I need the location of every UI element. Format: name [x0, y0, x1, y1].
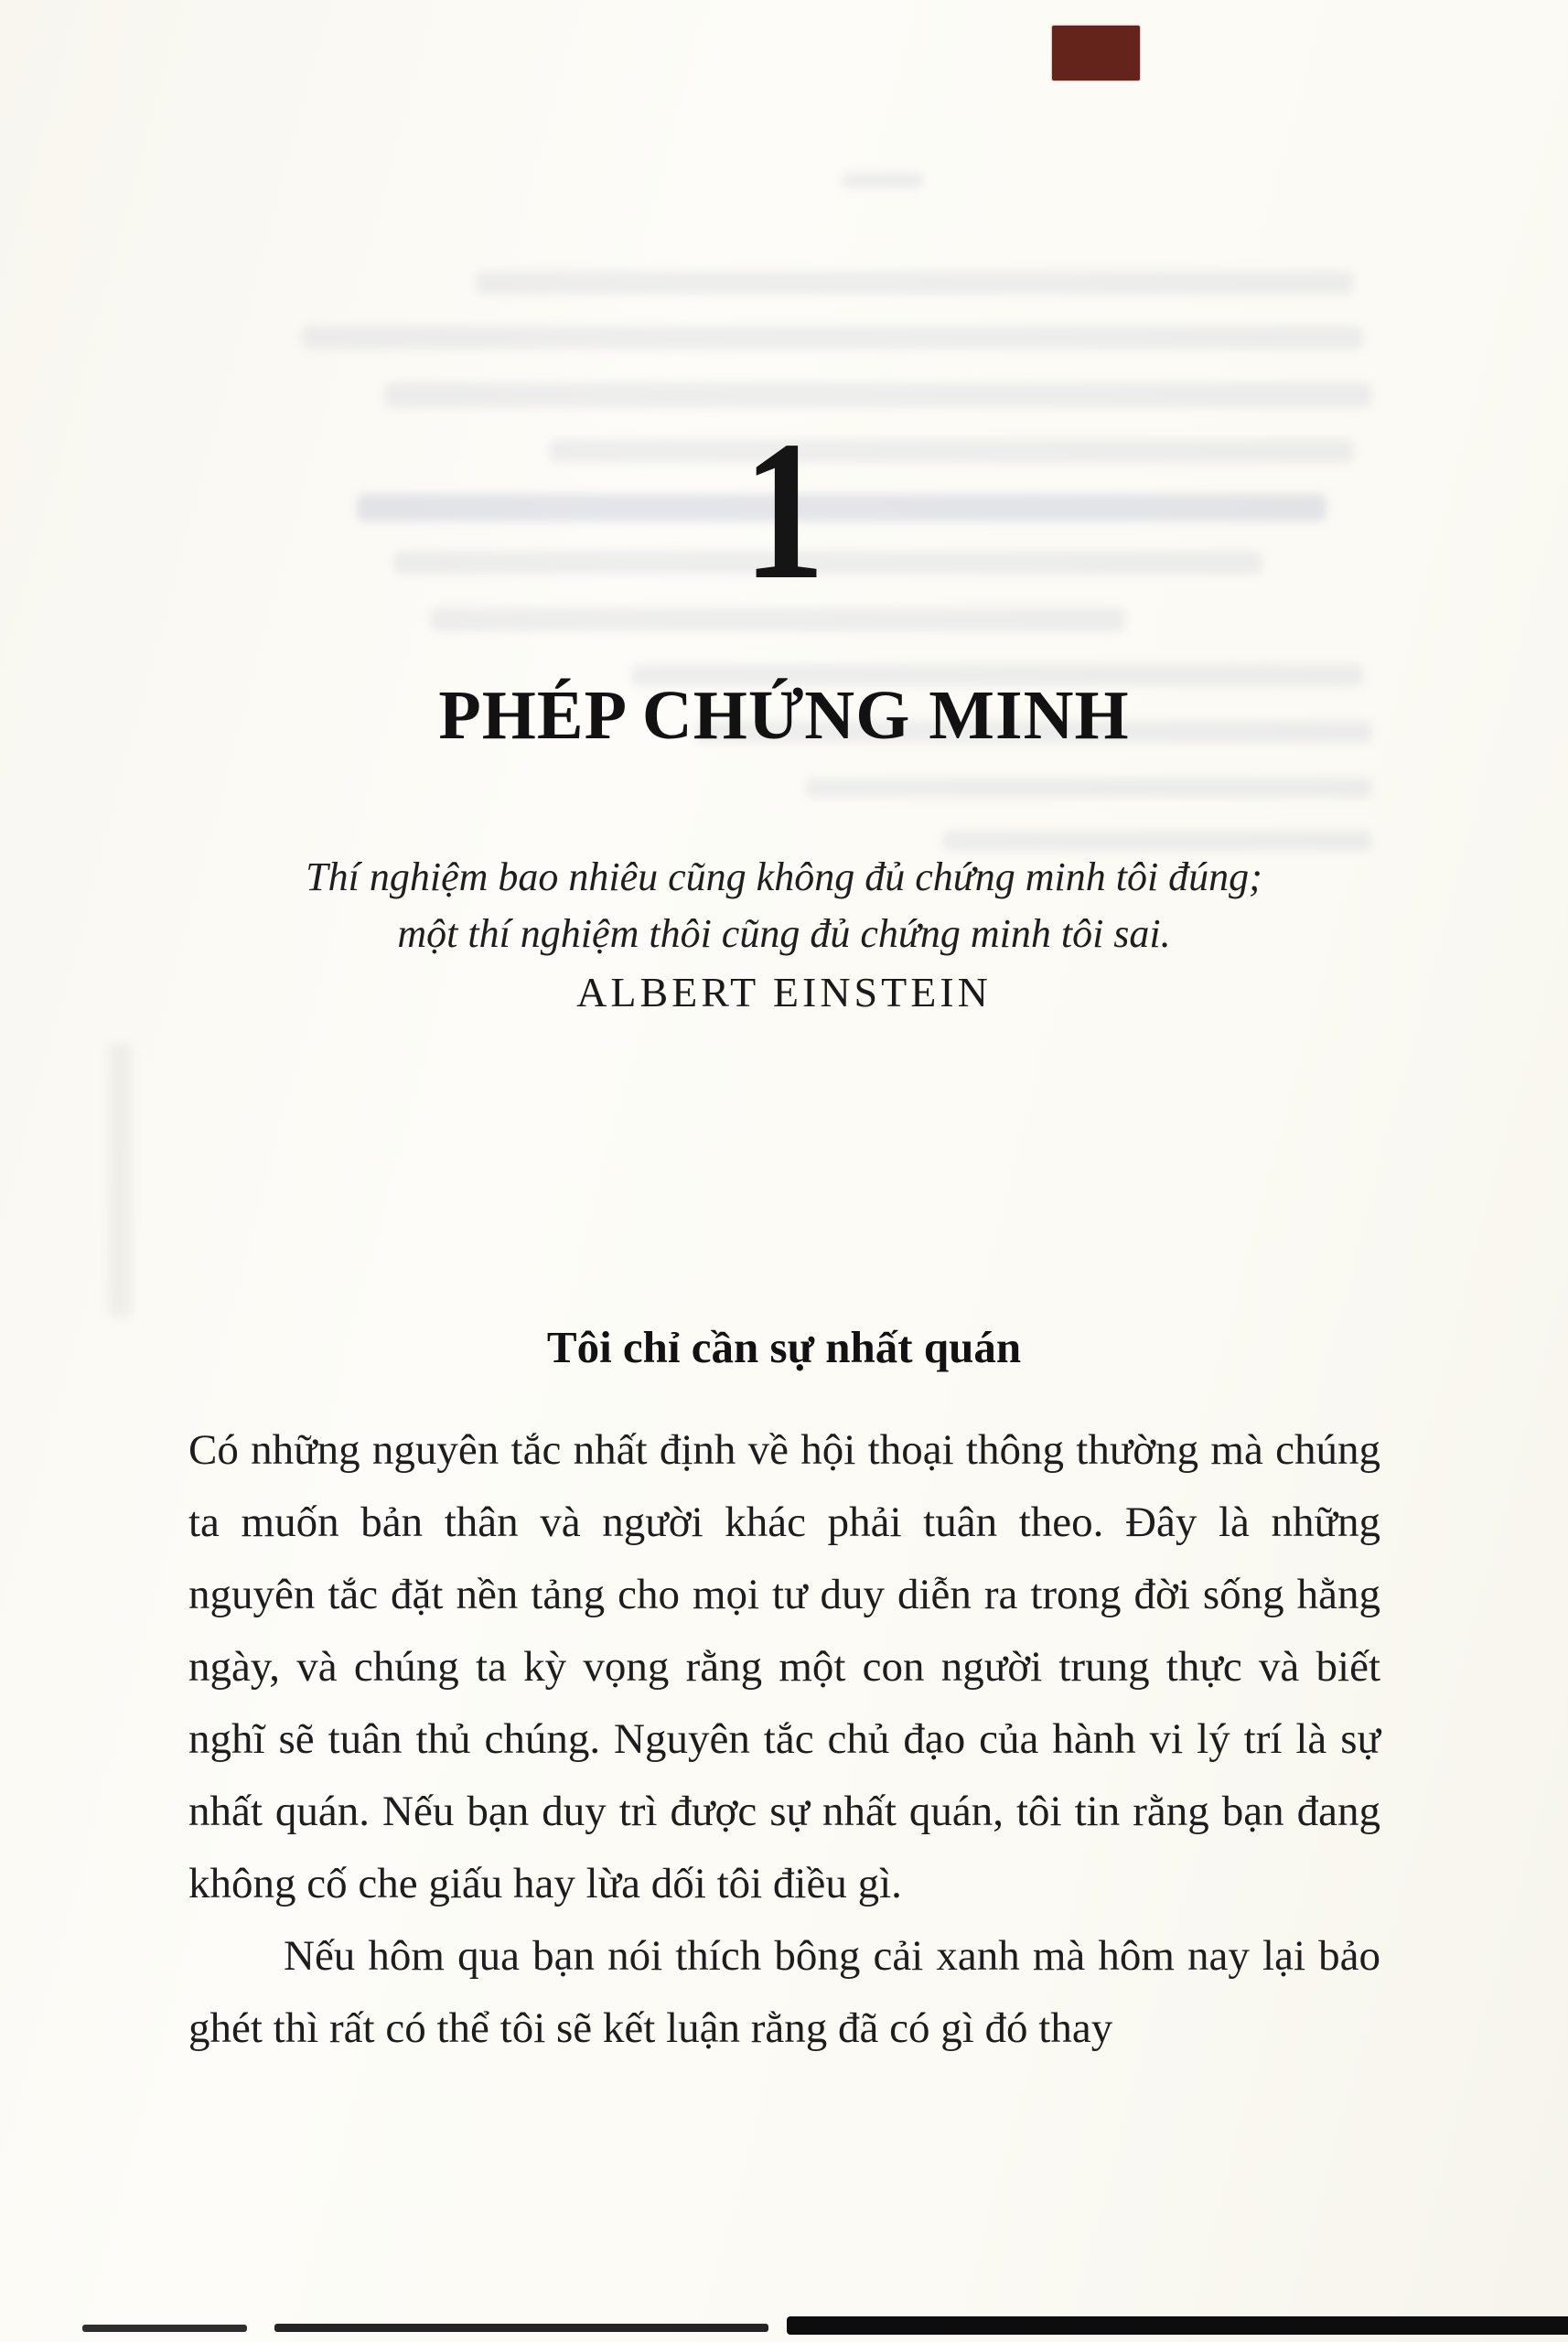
- epigraph-line-1: Thí nghiệm bao nhiêu cũng không đủ chứng minh tôi đúng;: [306, 854, 1262, 899]
- bleedthrough-line: [384, 382, 1372, 408]
- bleedthrough-smudge: [108, 1043, 132, 1317]
- page-edge-strip: [274, 2324, 768, 2332]
- chapter-number: 1: [743, 401, 825, 621]
- bleedthrough-line: [842, 172, 924, 188]
- epigraph: [188, 849, 1380, 962]
- paragraph-1: Có những nguyên tắc nhất định về hội thoại thông thường mà chúng ta muốn bản thân và người khác phải tuân theo. Đây là những nguyên tắc đặt nền tảng cho mọi tư duy diễn ra trong đời sống hằng ngày, và chúng ta kỳ vọng rằng một con người trung thực và biết nghĩ sẽ tuân thủ chúng. Nguyên tắc chủ đạo của hành vi lý trí là sự nhất quán. Nếu bạn duy trì được sự nhất quán, tôi tin rằng bạn đang không cố che giấu hay lừa dối tôi điều gì.: [188, 1426, 1380, 1907]
- bleedthrough-line: [805, 778, 1372, 798]
- epigraph-line-2: một thí nghiệm thôi cũng đủ chứng minh tôi sai.: [397, 911, 1171, 956]
- corner-ink-mark: [1052, 26, 1140, 81]
- page-edge-strip: [787, 2316, 1568, 2335]
- bleedthrough-line: [476, 271, 1354, 295]
- bleedthrough-line: [302, 326, 1363, 349]
- paragraph-2: Nếu hôm qua bạn nói thích bông cải xanh mà hôm nay lại bảo ghét thì rất có thể tôi sẽ kết luận rằng đã có gì đó thay: [188, 1932, 1380, 2052]
- chapter-title: PHÉP CHỨNG MINH: [438, 677, 1130, 754]
- page-edge-strip: [82, 2325, 247, 2332]
- epigraph-attribution: ALBERT EINSTEIN: [576, 969, 992, 1015]
- bleedthrough-line: [942, 831, 1372, 851]
- section-heading: Tôi chỉ cần sự nhất quán: [546, 1322, 1022, 1372]
- body-text: [188, 1414, 1380, 2065]
